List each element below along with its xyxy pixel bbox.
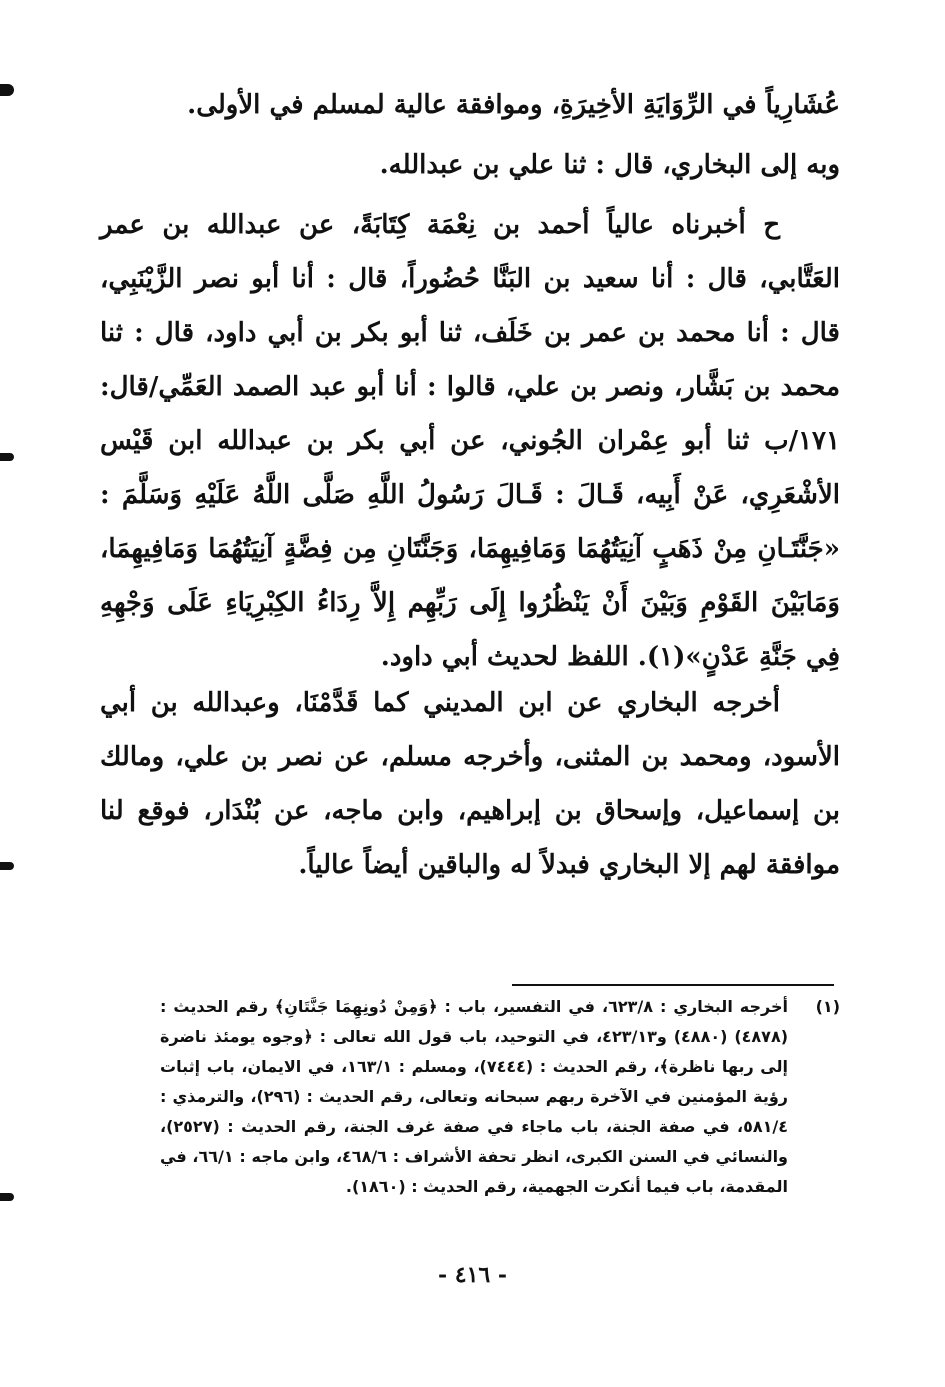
footnote-separator [512,984,834,986]
footnote [160,992,840,1202]
paragraph-1: عُشَارِياً في الرِّوَايَةِ الأخِيرَةِ، وموافقة عالية لمسلم في الأولى. [187,90,840,120]
binding-hole-mark [0,1193,14,1201]
binding-hole-mark [0,453,14,461]
paragraph-takhrij: أخرجه البخاري عن ابن المديني كما قَدَّمْنَا، وعبدالله بن أبي الأسود، ومحمد بن المثنى، وأخرجه مسلم، عن نصر بن علي، ومالك بن إسماعيل، وإسحاق بن إبراهيم، وابن ماجه، عن بُنْدَار، فوقع لنا موافقة لهم إلا البخاري فبدلاً له والباقين أيضاً عالياً. [100,688,840,880]
page-number: - ٤١٦ - [437,1262,508,1288]
paragraph-hadith: ح أخبرناه عالياً أحمد بن نِعْمَة كِتَابَةً، عن عبدالله بن عمر العَتَّابي، قال : أنا سعيد بن البَنَّا حُضُوراً، قال : أنا أبو نصر الزَّيْنَبِي، قال : أنا محمد بن عمر بن خَلَف، ثنا أبو بكر بن أبي داود، قال : ثنا محمد بن بَشَّار، ونصر بن علي، قالوا : أنا أبو عبد الصمد العَمِّي/قال: ١٧١/ب ثنا أبو عِمْران الجُوني، عن أبي بكر بن عبدالله ابن قَيْس الأشْعَرِي، عَنْ أَبِيه، قَـالَ : قَـالَ رَسُولُ اللَّهِ صَلَّى اللَّهُ عَلَيْهِ وَسَلَّمَ : «جَنَّتَـانِ مِنْ ذَهَبٍ آنِيَتُهُمَا وَمَافِيهِمَا، وَجَنَّتَانِ مِن فِضَّةٍ آنِيَتُهُمَا وَمَافِيهِمَا، وَمَابَيْنَ القَوْمِ وَبَيْنَ أَنْ يَنْظُرُوا إِلَى رَبِّهِم إِلاَّ رِدَاءُ الكِبْرِيَاءِ عَلَى وَجْهِهِ فِي جَنَّةِ عَدْنٍ»(١). اللفظ لحديث أبي داود. [100,210,840,672]
footnote-number: (١) [815,997,840,1016]
paragraph-2: وبه إلى البخاري، قال : ثنا علي بن عبدالله. [379,150,840,180]
binding-hole-mark [0,84,14,96]
footnote-text: أخرجه البخاري : ٦٢٣/٨، في التفسير، باب : ﴿وَمِنْ دُونِهِمَا جَنَّتَانِ﴾ رقم الحديث : (٤٨٧٨) (٤٨٨٠) و٤٢٣/١٣، في التوحيد، باب قول الله تعالى : ﴿وجوه يومئذ ناضرة إلى ربها ناظرة﴾، رقم الحديث : (٧٤٤٤)، ومسلم : ١٦٣/١، في الايمان، باب إثبات رؤية المؤمنين في الآخرة ربهم سبحانه وتعالى، رقم الحديث : (٢٩٦)، والترمذي : ٥٨١/٤، في صفة الجنة، باب ماجاء في صفة غرف الجنة، رقم الحديث : (٢٥٢٧)، والنسائي في السنن الكبرى، انظر تحفة الأشراف : ٤٦٨/٦، وابن ماجه : ٦٦/١، في المقدمة، باب فيما أنكرت الجهمية، رقم الحديث : (١٨٦٠). [160,997,789,1196]
binding-hole-mark [0,862,14,870]
